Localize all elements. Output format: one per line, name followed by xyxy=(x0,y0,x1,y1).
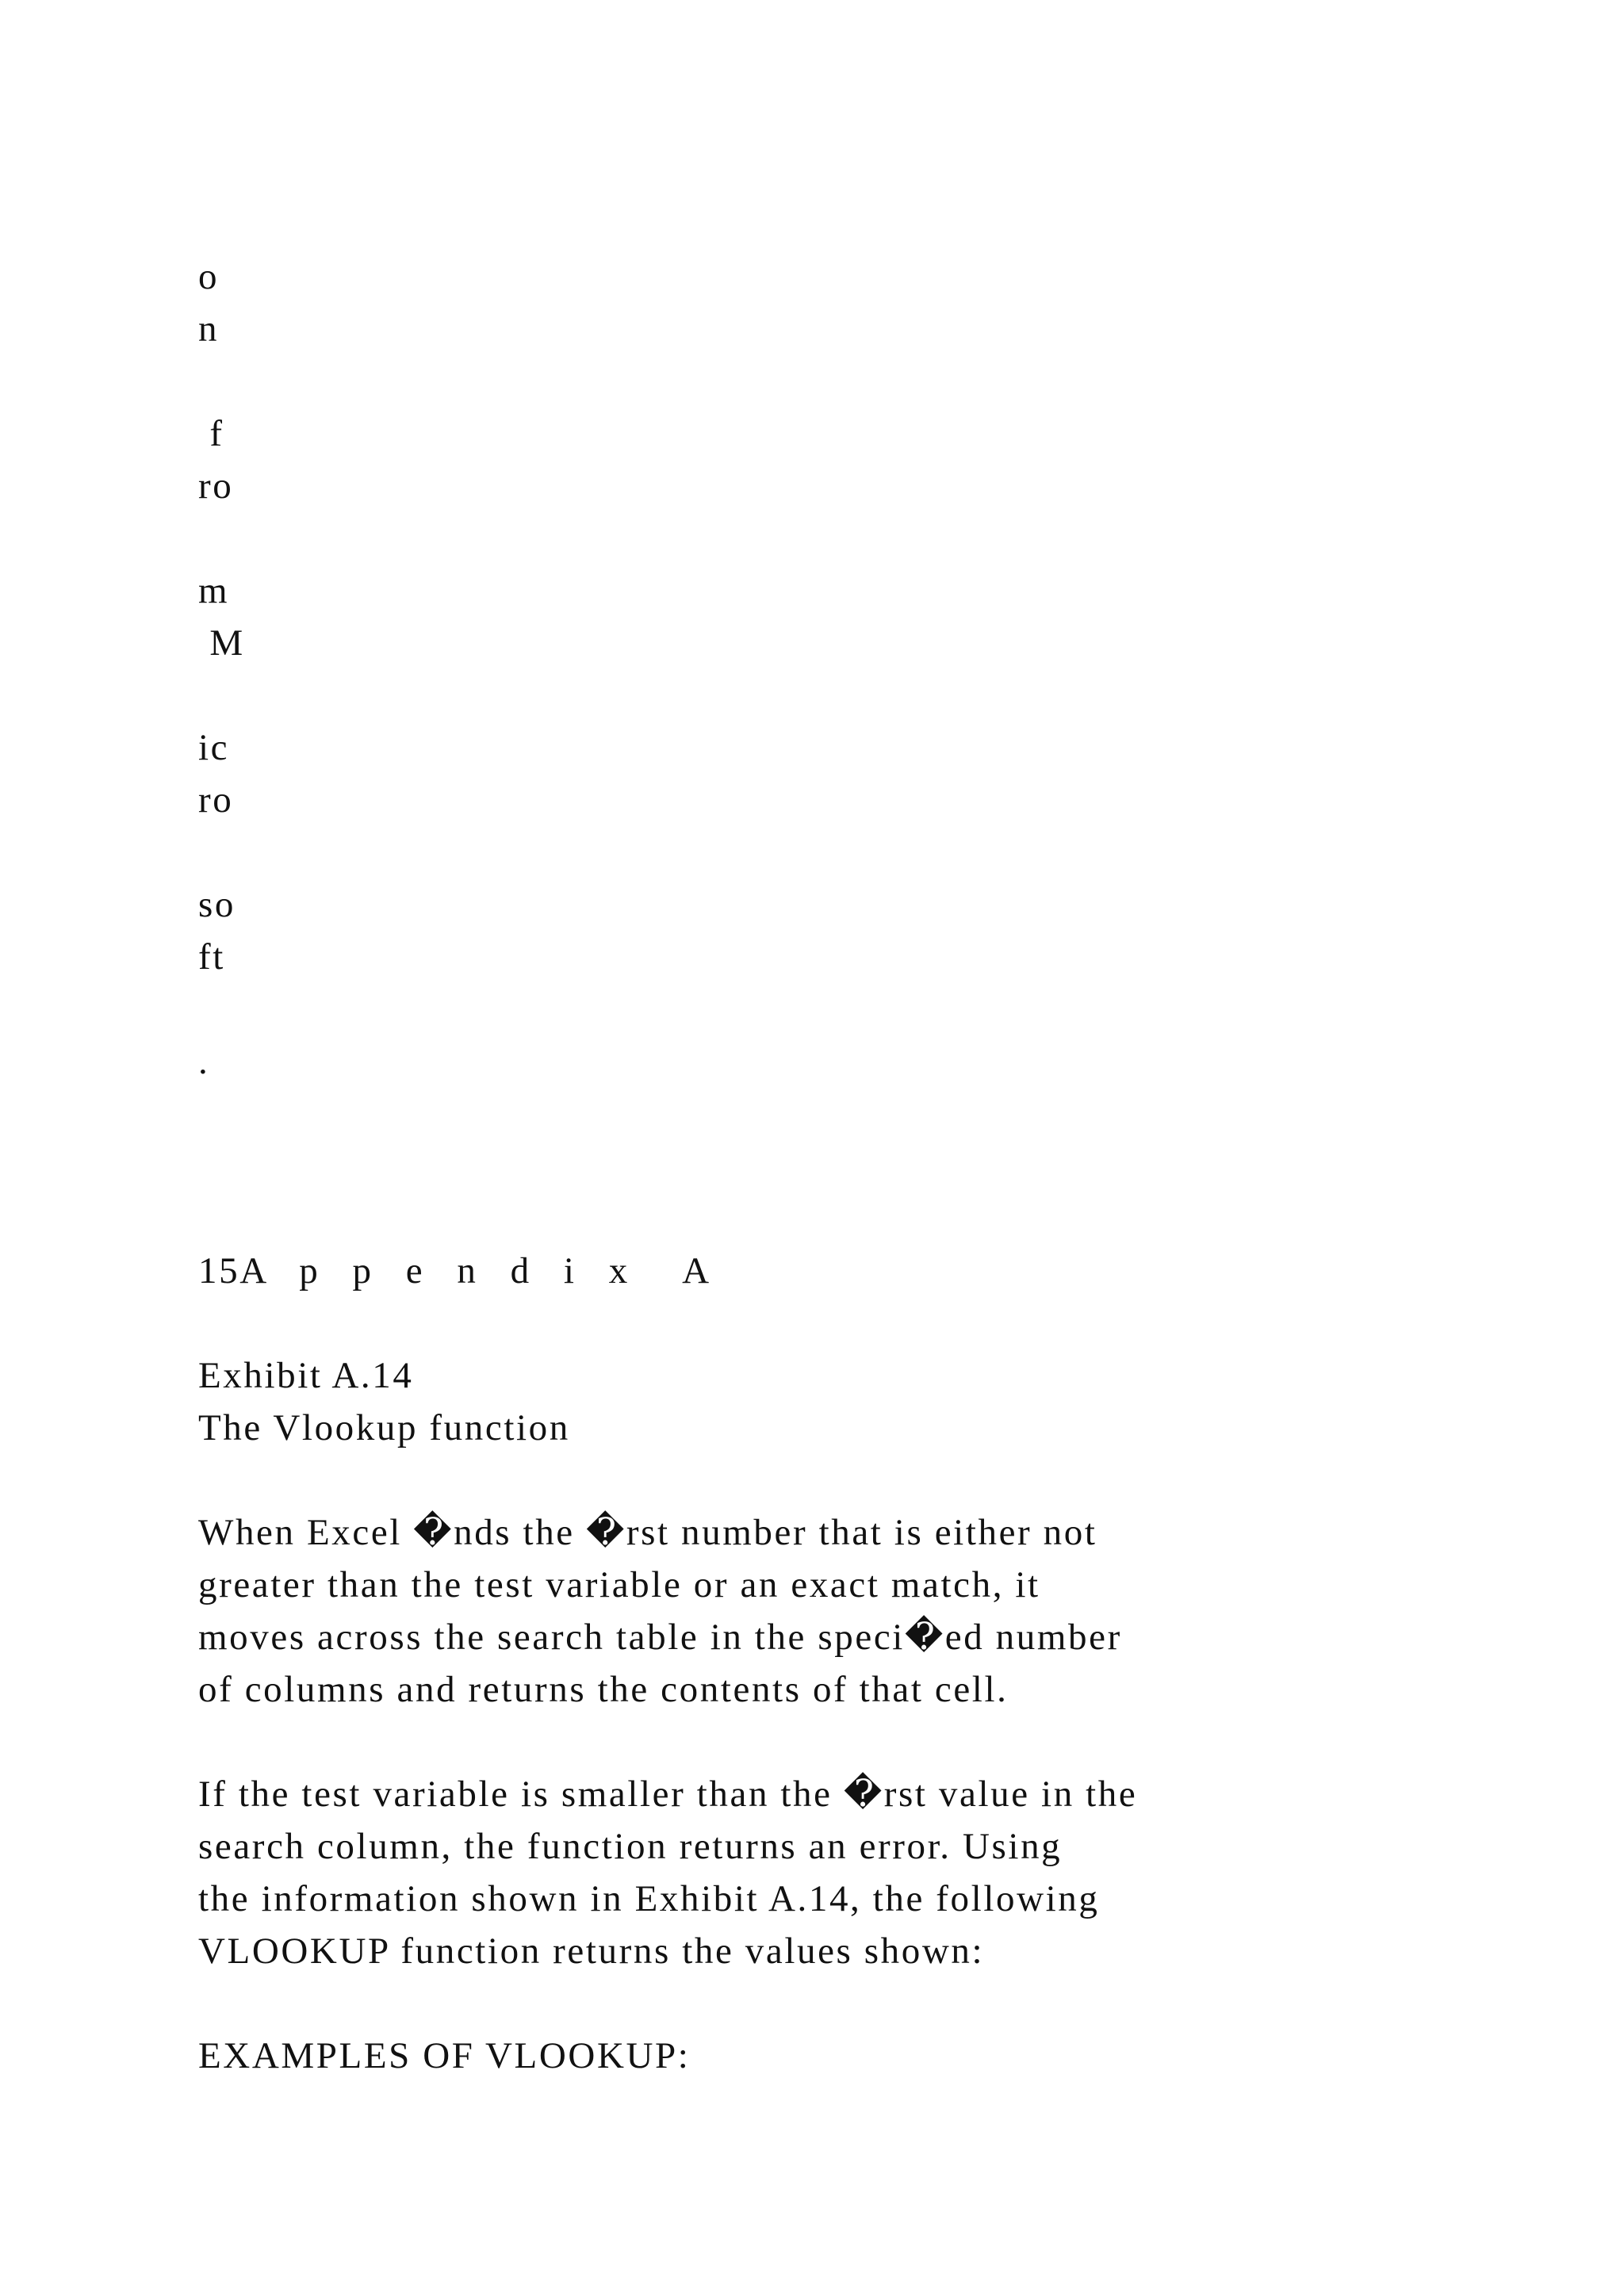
vertical-fragment: f xyxy=(198,413,224,454)
paragraph-line: of columns and returns the contents of that cell. xyxy=(198,1669,1009,1710)
paragraph-line: the information shown in Exhibit A.14, the following xyxy=(198,1878,1100,1919)
vertical-fragment: ft xyxy=(198,936,225,978)
paragraph-line: moves across the search table in the speci�ed number xyxy=(198,1617,1122,1658)
vertical-fragment: ic xyxy=(198,727,230,768)
exhibit-caption: The Vlookup function xyxy=(198,1407,570,1448)
vertical-fragment: M xyxy=(198,622,245,664)
paragraph-line: When Excel �nds the �rst number that is either not xyxy=(198,1512,1097,1553)
vertical-fragment: o xyxy=(198,256,220,297)
vertical-fragment: ro xyxy=(198,779,234,821)
vertical-fragment: n xyxy=(198,308,220,350)
vertical-fragment: m xyxy=(198,570,230,611)
vertical-fragment: . xyxy=(198,1041,210,1082)
paragraph-line: search column, the function returns an error. Using xyxy=(198,1826,1063,1867)
paragraph-line: If the test variable is smaller than the �rst value in the xyxy=(198,1774,1138,1815)
page-number: 15 xyxy=(198,1250,240,1292)
examples-heading: EXAMPLES OF VLOOKUP: xyxy=(198,2035,691,2076)
header-title: A p p e n d i x A xyxy=(239,1250,722,1292)
vertical-fragment: so xyxy=(198,884,236,925)
paragraph-line: VLOOKUP function returns the values shown: xyxy=(198,1931,985,1972)
exhibit-label: Exhibit A.14 xyxy=(198,1355,414,1396)
vertical-fragment: ro xyxy=(198,465,234,507)
paragraph-line: greater than the test variable or an exact match, it xyxy=(198,1564,1040,1605)
page-header xyxy=(198,1245,722,1297)
